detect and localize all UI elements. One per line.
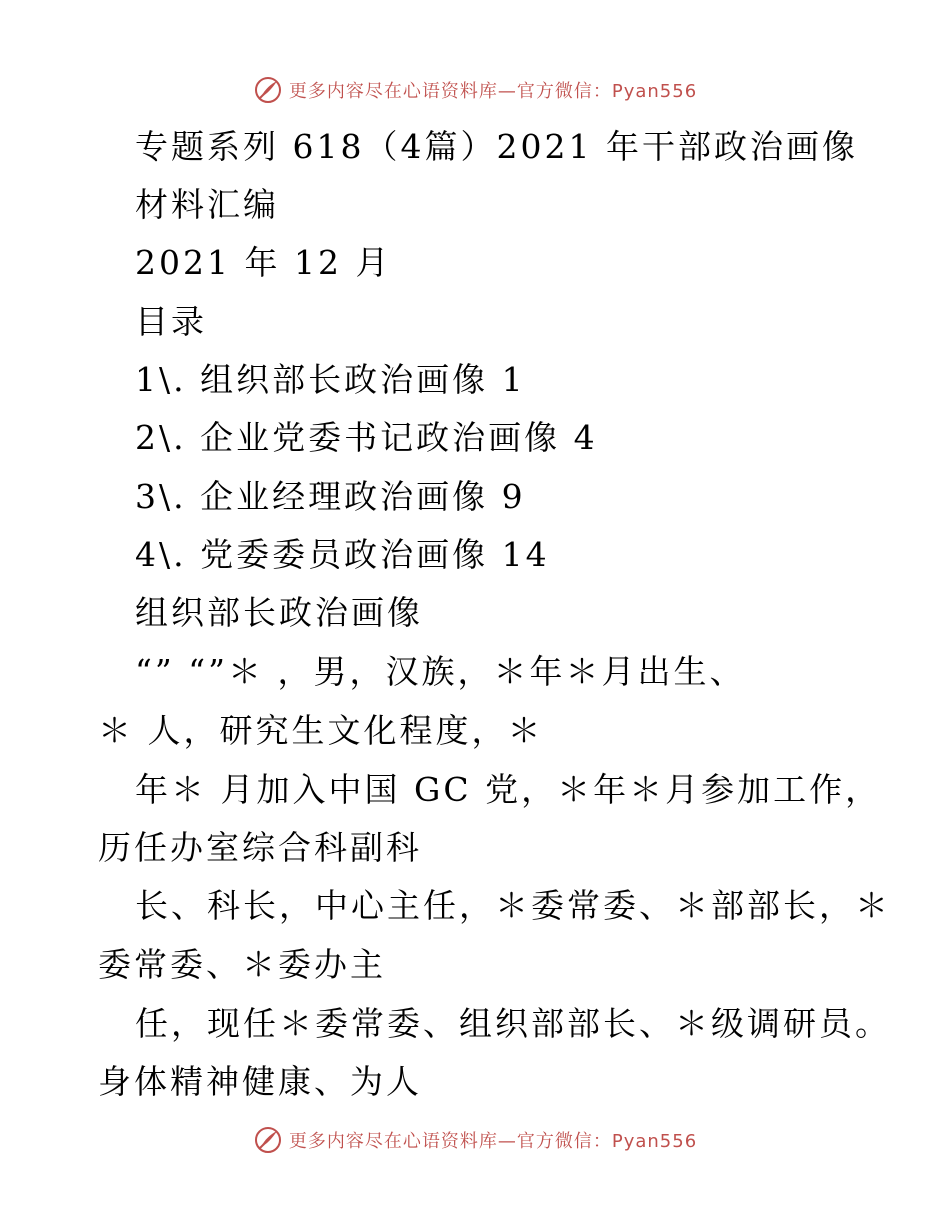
watermark-text: 更多内容尽在心语资料库—官方微信：Pyan556 bbox=[288, 81, 698, 102]
toc-item: 2\. 企业党委书记政治画像 4 bbox=[135, 418, 598, 457]
document-title-line-1: 专题系列 618（4篇）2021 年干部政治画像 bbox=[135, 127, 858, 166]
section-heading: 组织部长政治画像 bbox=[135, 593, 423, 632]
toc-item: 1\. 组织部长政治画像 1 bbox=[135, 360, 526, 399]
header-watermark-banner bbox=[0, 70, 950, 110]
footer-watermark-banner bbox=[0, 1120, 950, 1160]
toc-item: 4\. 党委委员政治画像 14 bbox=[135, 535, 550, 574]
body-text-line: 委常委、＊委办主 bbox=[98, 945, 386, 984]
feather-pen-logo-icon bbox=[253, 75, 283, 105]
toc-item: 3\. 企业经理政治画像 9 bbox=[135, 477, 526, 516]
body-text-line: 年＊ 月加入中国 GC 党，＊年＊月参加工作， bbox=[135, 770, 882, 809]
document-title-line-2: 材料汇编 bbox=[135, 185, 279, 224]
body-text-line: 历任办室综合科副科 bbox=[98, 828, 422, 867]
body-text-line: 任，现任＊委常委、组织部部长、＊级调研员。 bbox=[135, 1004, 891, 1043]
body-text-line: ＊ 人，研究生文化程度，＊ bbox=[98, 711, 544, 750]
body-text-line: “” “”＊ ，男，汉族，＊年＊月出生、 bbox=[135, 652, 746, 691]
feather-pen-logo-icon bbox=[253, 1125, 283, 1155]
toc-heading: 目录 bbox=[135, 302, 207, 341]
watermark-text: 更多内容尽在心语资料库—官方微信：Pyan556 bbox=[288, 1131, 698, 1152]
body-text-line: 身体精神健康、为人 bbox=[98, 1062, 422, 1101]
document-date: 2021 年 12 月 bbox=[135, 243, 392, 282]
body-text-line: 长、科长，中心主任，＊委常委、＊部部长，＊ bbox=[135, 886, 891, 925]
